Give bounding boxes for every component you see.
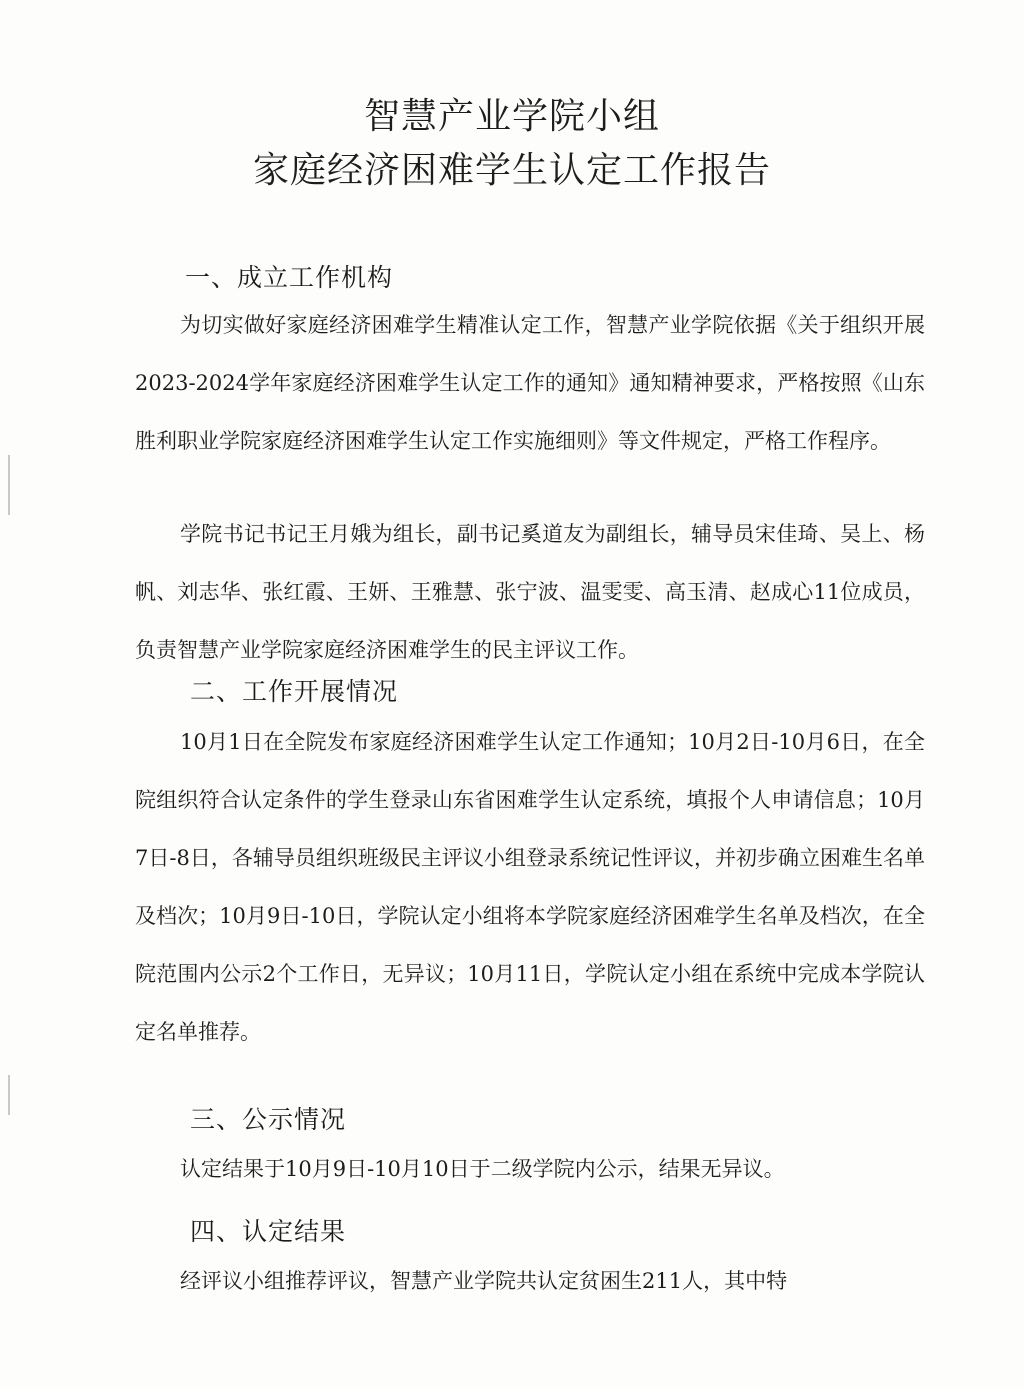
section-heading-4: 四、认定结果 — [190, 1217, 347, 1246]
section-heading-3: 三、公示情况 — [190, 1105, 347, 1134]
section-3-paragraph-1: 认定结果于10月9日-10月10日于二级学院内公示，结果无异议。 — [180, 1157, 785, 1181]
scan-edge-mark — [8, 455, 10, 515]
document-title-line1: 智慧产业学院小组 — [363, 96, 660, 137]
section-heading-2: 二、工作开展情况 — [190, 677, 399, 706]
section-1-paragraph-2: 学院书记书记王月娥为组长，副书记奚道友为副组长，辅导员宋佳琦、吴上、杨帆、刘志华、张红霞、王妍、王雅慧、张宁波、温雯雯、高玉清、赵成心11位成员，负责智慧产业学院家庭经济困难学生的民主评议工作。 — [135, 522, 925, 662]
section-heading-1: 一、成立工作机构 — [185, 263, 394, 292]
document-title-line2: 家庭经济困难学生认定工作报告 — [252, 150, 771, 191]
section-2-paragraph-1: 10月1日在全院发布家庭经济困难学生认定工作通知；10月2日-10月6日，在全院组织符合认定条件的学生登录山东省困难学生认定系统，填报个人申请信息；10月7日-8日，各辅导员组织班级民主评议小组登录系统记性评议，并初步确立困难生名单及档次；10月9日-10日，学院认定小组将本学院家庭经济困难学生名单及档次，在全院范围内公示2个工作日，无异议；10月11日，学院认定小组在系统中完成本学院认定名单推荐。 — [135, 730, 925, 1044]
section-1-paragraph-1: 为切实做好家庭经济困难学生精准认定工作，智慧产业学院依据《关于组织开展2023-2024学年家庭经济困难学生认定工作的通知》通知精神要求，严格按照《山东胜利职业学院家庭经济困难学生认定工作实施细则》等文件规定，严格工作程序。 — [135, 313, 925, 453]
section-4-paragraph-1: 经评议小组推荐评议，智慧产业学院共认定贫困生211人，其中特 — [180, 1269, 788, 1293]
scan-edge-mark — [8, 1075, 10, 1115]
